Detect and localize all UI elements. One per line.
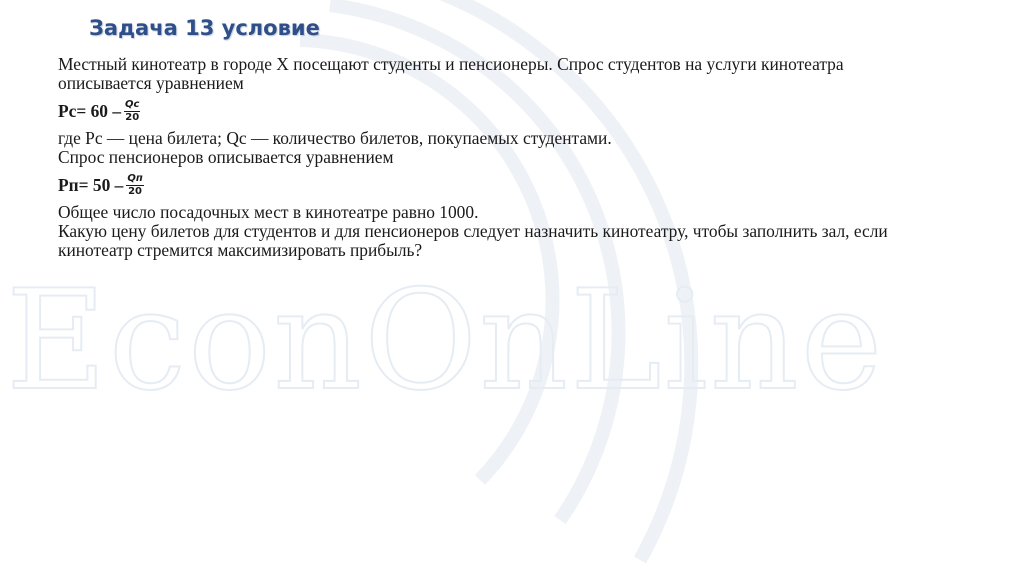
problem-statement: [58, 55, 1008, 260]
problem-paragraph-2: описывается уравнением: [58, 73, 244, 93]
formula-pensioners-denominator: 20: [128, 185, 143, 197]
watermark-logo-text: EconOnLine: [6, 260, 885, 421]
formula-students-denominator: 20: [125, 111, 140, 123]
formula-students-numerator: Qc: [125, 98, 140, 110]
problem-paragraph-1: Местный кинотеатр в городе X посещают студенты и пенсионеры. Спрос студентов на услуги кинотеатра: [58, 54, 844, 74]
formula-students-lhs: Pc= 60 –: [58, 100, 122, 121]
formula-pensioners-fraction: [126, 173, 143, 198]
slide-title: Задача 13 условие: [89, 16, 320, 40]
problem-paragraph-5: Общее число посадочных мест в кинотеатре равно 1000.: [58, 202, 479, 222]
formula-pensioners-lhs: Pп= 50 –: [58, 174, 124, 195]
problem-paragraph-4: Спрос пенсионеров описывается уравнением: [58, 147, 394, 167]
problem-paragraph-6: Какую цену билетов для студентов и для пенсионеров следует назначить кинотеатру, чтобы заполнить зал, если: [58, 221, 888, 241]
problem-paragraph-3: где Pc — цена билета; Qc — количество билетов, покупаемых студентами.: [58, 128, 612, 148]
formula-students-fraction: [124, 99, 140, 124]
formula-pensioners: [58, 167, 1008, 203]
formula-pensioners-numerator: Qп: [127, 172, 143, 184]
formula-students: [58, 93, 1008, 129]
problem-paragraph-7: кинотеатр стремится максимизировать прибыль?: [58, 240, 423, 260]
